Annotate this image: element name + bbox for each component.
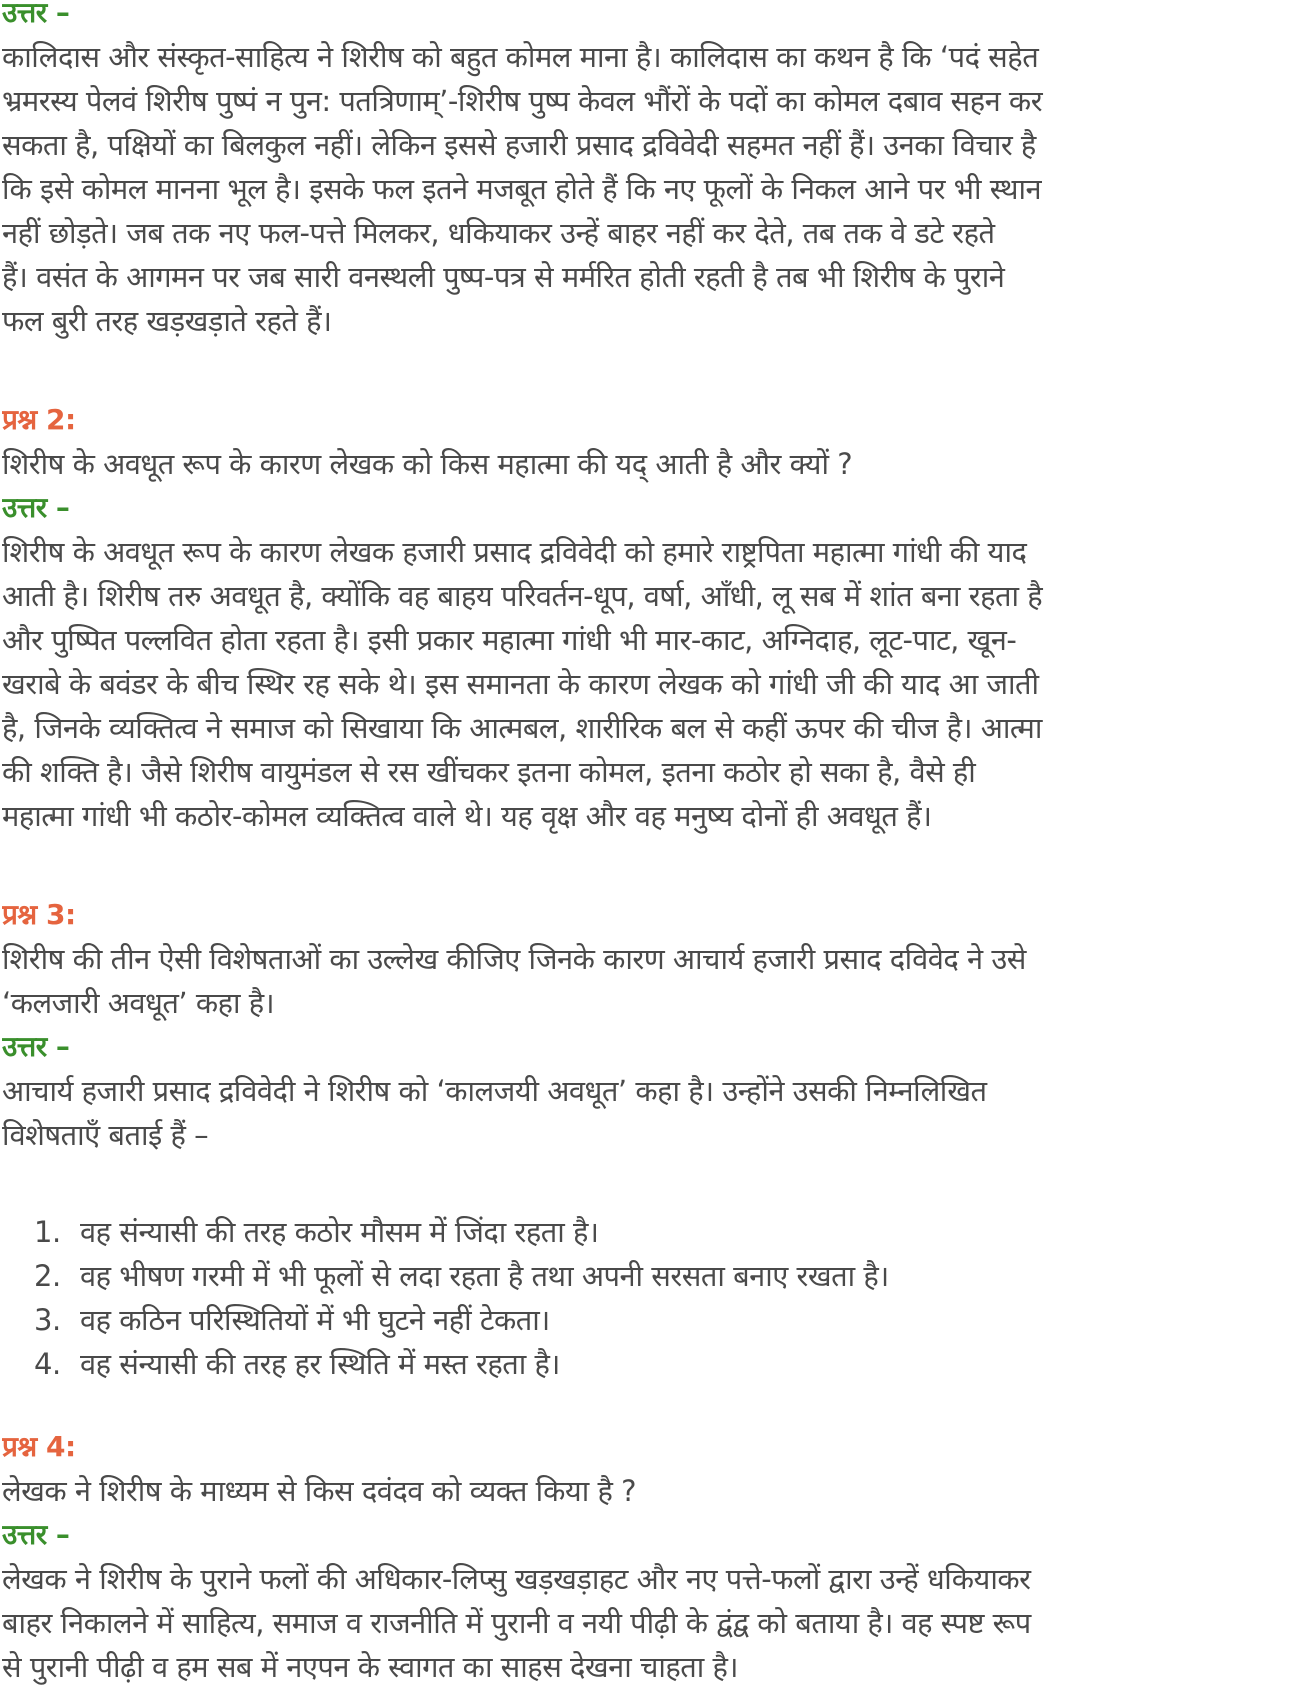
answer-line: सकता है, पक्षियों का बिलकुल नहीं। लेकिन इससे हजारी प्रसाद द्रविवेदी सहमत नहीं हैं। उनका विचार है [2,128,1036,162]
answer-line: और पुष्पित पल्लवित होता रहता है। इसी प्रकार महात्मा गांधी भी मार-काट, अग्निदाह, लूट-पाट, खून- [2,623,1017,657]
list-text: वह कठिन परिस्थितियों में भी घुटने नहीं टेकता। [80,1303,550,1337]
answer-label: उत्तर – [2,1030,70,1063]
answer-line: कालिदास और संस्कृत-साहित्य ने शिरीष को बहुत कोमल माना है। कालिदास का कथन है कि ‘पदं सहेत [2,40,1039,74]
answer-line: है, जिनके व्यक्तित्व ने समाज को सिखाया कि आत्मबल, शारीरिक बल से कहीं ऊपर की चीज है। आत्मा [2,711,1042,745]
list-item [2,1298,1296,1342]
list-item [2,1342,1296,1386]
answer-line: विशेषताएँ बताई हैं – [2,1118,209,1152]
question-3-text: शिरीष की तीन ऐसी विशेषताओं का उल्लेख कीजिए जिनके कारण आचार्य हजारी प्रसाद दविवेद ने उसे [2,942,1026,976]
list-text: वह भीषण गरमी में भी फूलों से लदा रहता है तथा अपनी सरसता बनाए रखता है। [80,1259,889,1293]
features-list [2,1210,1296,1386]
list-number: 2. [34,1259,61,1293]
answer-line: शिरीष के अवधूत रूप के कारण लेखक हजारी प्रसाद द्रविवेदी को हमारे राष्ट्रपिता महात्मा गांधी की याद [2,535,1027,569]
answer-line: कि इसे कोमल मानना भूल है। इसके फल इतने मजबूत होते हैं कि नए फूलों के निकल आने पर भी स्थान [2,172,1042,206]
question-3-text: ‘कलजारी अवधूत’ कहा है। [2,986,275,1020]
answer-line: लेखक ने शिरीष के पुराने फलों की अधिकार-लिप्सु खड़खड़ाहट और नए पत्ते-फलों द्वारा उन्हें धकियाकर [2,1562,1031,1596]
answer-label: उत्तर – [2,1518,70,1551]
answer-line: की शक्ति है। जैसे शिरीष वायुमंडल से रस खींचकर इतना कोमल, इतना कठोर हो सका है, वैसे ही [2,755,976,789]
answer-2 [2,530,1296,838]
question-4-text: लेखक ने शिरीष के माध्यम से किस दवंदव को व्यक्त किया है ? [2,1474,636,1508]
answer-line: से पुरानी पीढ़ी व हम सब में नएपन के स्वागत का साहस देखना चाहता है। [2,1650,738,1684]
list-text: वह संन्यासी की तरह हर स्थिति में मस्त रहता है। [80,1347,560,1381]
list-number: 1. [34,1215,61,1249]
question-4-label: प्रश्न 4: [2,1430,76,1463]
answer-line: खराबे के बवंडर के बीच स्थिर रह सके थे। इस समानता के कारण लेखक को गांधी जी की याद आ जाती [2,667,1039,701]
question-2-text: शिरीष के अवधूत रूप के कारण लेखक को किस महात्मा की यद् आती है और क्यों ? [2,447,853,481]
answer-label: उत्तर – [2,0,70,29]
list-number: 4. [34,1347,61,1381]
answer-line: हैं। वसंत के आगमन पर जब सारी वनस्थली पुष्प-पत्र से मर्मरित होती रहती है तब भी शिरीष के पुराने [2,260,1005,294]
answer-line: महात्मा गांधी भी कठोर-कोमल व्यक्तित्व वाले थे। यह वृक्ष और वह मनुष्य दोनों ही अवधूत हैं। [2,799,932,833]
answer-line: नहीं छोड़ते। जब तक नए फल-पत्ते मिलकर, धकियाकर उन्हें बाहर नहीं कर देते, तब तक वे डटे रहते [2,216,995,250]
answer-line: आती है। शिरीष तरु अवधूत है, क्योंकि वह बाहय परिवर्तन-धूप, वर्षा, आँधी, लू सब में शांत बना रहता है [2,579,1043,613]
question-2-label: प्रश्न 2: [2,403,76,436]
answer-3 [2,1069,1296,1157]
answer-line: आचार्य हजारी प्रसाद द्रविवेदी ने शिरीष को ‘कालजयी अवधूत’ कहा है। उन्होंने उसकी निम्नलिखित [2,1074,987,1108]
answer-line: भ्रमरस्य पेलवं शिरीष पुष्पं न पुन: पतत्रिणाम्’-शिरीष पुष्प केवल भौंरों के पदों का कोमल दबाव सहन कर [2,84,1043,118]
list-item [2,1254,1296,1298]
answer-1 [2,35,1296,343]
list-text: वह संन्यासी की तरह कठोर मौसम में जिंदा रहता है। [80,1215,599,1249]
answer-line: बाहर निकालने में साहित्य, समाज व राजनीति में पुरानी व नयी पीढ़ी के द्वंद्व को बताया है। वह स्पष्ट रूप [2,1606,1031,1640]
list-item [2,1210,1296,1254]
question-3-label: प्रश्न 3: [2,898,76,931]
answer-label: उत्तर – [2,491,70,524]
answer-4 [2,1557,1296,1689]
list-number: 3. [34,1303,61,1337]
answer-line: फल बुरी तरह खड़खड़ाते रहते हैं। [2,304,332,338]
